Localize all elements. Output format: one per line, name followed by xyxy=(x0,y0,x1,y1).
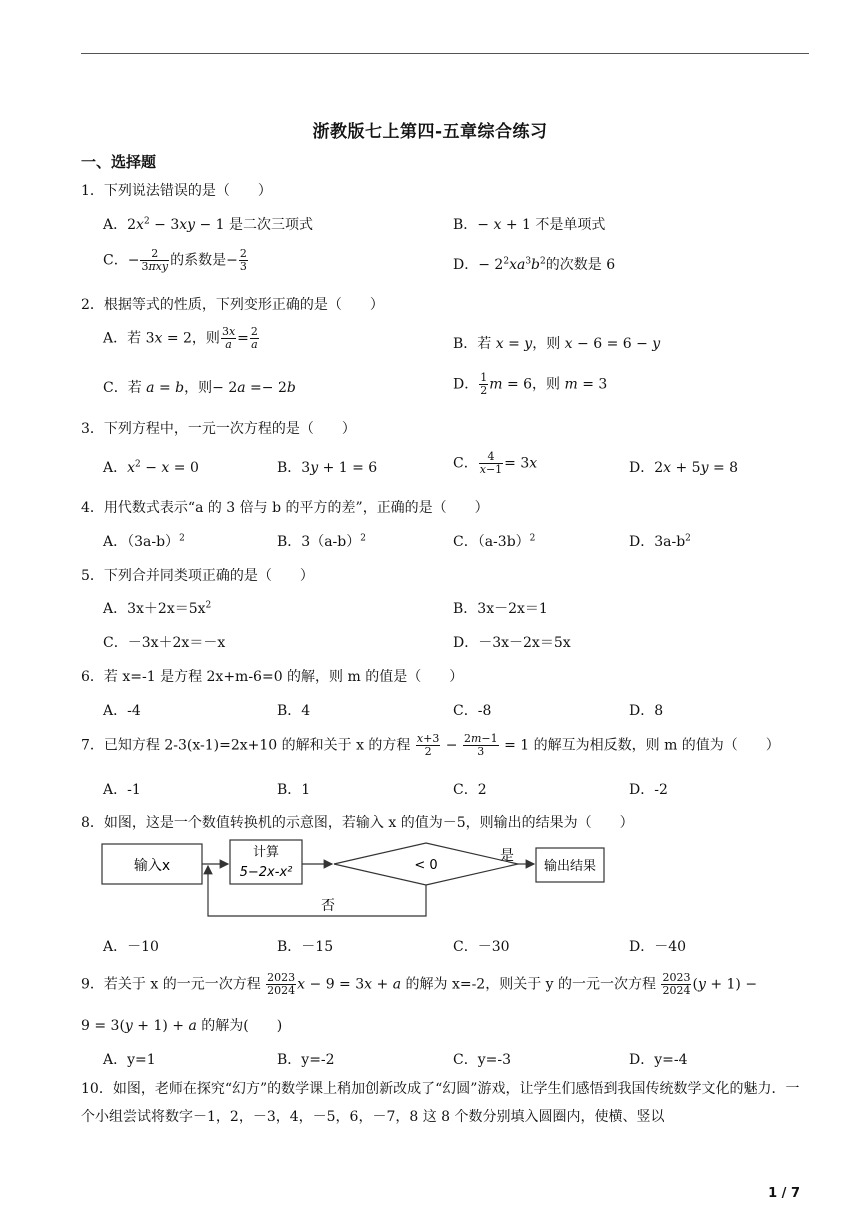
flow-input-label: 输入x xyxy=(133,858,171,874)
question-6-option-d: D．8 xyxy=(629,703,664,719)
question-6-option-c: C．-8 xyxy=(453,703,492,719)
flow-output-label: 输出结果 xyxy=(543,859,597,874)
question-8-option-a: A．－10 xyxy=(103,939,159,955)
question-8-option-b: B．－15 xyxy=(277,939,334,955)
header-rule xyxy=(81,53,809,54)
question-1-option-d: D．− $2^2xa^3b^2$的次数是 6 xyxy=(453,256,616,273)
question-3-stem: 3．下列方程中，一元一次方程的是（ ） xyxy=(81,421,356,437)
question-5-option-a: A．$3x+2x=5x^2$ xyxy=(103,600,212,617)
question-6-option-a: A．-4 xyxy=(103,703,141,719)
question-9-stem-line2: 9 = 3(y + 1) + a 的解为( ) xyxy=(81,1018,283,1034)
question-2-option-a: A．若 3x = 2，则 $\frac{3x}{a}$ = $\frac{2}{a}$ xyxy=(103,325,258,351)
question-5-option-d: D．－3x－2x＝5x xyxy=(453,635,571,651)
question-4-option-a: A．$(3a-b)^2$ xyxy=(103,533,185,550)
flow-condition-label: < 0 xyxy=(414,858,438,873)
question-6-stem: 6．若 x=-1 是方程 2x+m-6=0 的解，则 m 的值是（ ） xyxy=(81,669,464,685)
question-4-option-c: C．$(a-3b)^2$ xyxy=(453,533,536,550)
flow-no-label: 否 xyxy=(321,898,335,914)
question-3-option-b: B．3y + 1 = 6 xyxy=(277,460,378,476)
question-2-option-b: B．若 x = y，则 x − 6 = 6 − y xyxy=(453,336,661,352)
question-8-stem: 8．如图，这是一个数值转换机的示意图，若输入 x 的值为－5，则输出的结果为（ ） xyxy=(81,815,634,831)
page-title: 浙教版七上第四-五章综合练习 xyxy=(312,122,548,142)
flow-formula: 5−2x-x² xyxy=(239,865,293,880)
question-7-option-c: C．2 xyxy=(453,782,487,798)
question-9-stem: 9．若关于 x 的一元一次方程 $\frac{2023}{2024}$ x − 9 = 3x + a 的解为 x=-2，则关于 y 的一元一次方程 $\frac{2023}{2024}$ (y + 1) − xyxy=(81,971,758,997)
question-6-option-b: B．4 xyxy=(277,703,311,719)
question-1-option-a: A．$2x^2 - 3xy - 1$ 是二次三项式 xyxy=(103,216,314,233)
question-9-option-d: D．y=-4 xyxy=(629,1052,688,1068)
question-3-option-d: D．2x + 5y = 8 xyxy=(629,460,739,476)
question-2-option-d: D． $\frac{1}{2}$ m = 6，则 m = 3 xyxy=(453,371,608,397)
question-1-option-c: C．− $\frac{2}{\text{3πxy}}$ 的系数是− $\frac{2}{3}$ xyxy=(103,247,247,273)
question-2-option-c: C．若 a = b，则− 2a =− 2b xyxy=(103,380,296,396)
question-8-option-d: D．－40 xyxy=(629,939,687,955)
question-4-option-b: B．$3(a-b)^2$ xyxy=(277,533,366,550)
page-number: 1 / 7 xyxy=(768,1186,800,1201)
question-9-option-a: A．y=1 xyxy=(103,1052,156,1068)
question-4-stem: 4．用代数式表示“a 的 3 倍与 b 的平方的差”，正确的是（ ） xyxy=(81,500,489,516)
question-3-option-a: A．$x^2 - x = 0$ xyxy=(103,459,199,476)
question-9-option-b: B．y=-2 xyxy=(277,1052,335,1068)
question-8-option-c: C．－30 xyxy=(453,939,510,955)
question-3-option-c: C． $\frac{4}{x-1}$ = 3x xyxy=(453,450,538,476)
question-7-option-d: D．-2 xyxy=(629,782,668,798)
question-5-stem: 5．下列合并同类项正确的是（ ） xyxy=(81,568,314,584)
question-1-option-b: B．− x + 1 不是单项式 xyxy=(453,217,606,233)
section-heading: 一、选择题 xyxy=(81,153,157,171)
flow-compute-label: 计算 xyxy=(252,845,280,860)
question-1-stem: 1．下列说法错误的是（ ） xyxy=(81,183,272,199)
flowchart xyxy=(100,838,620,922)
question-2-stem: 2．根据等式的性质，下列变形正确的是（ ） xyxy=(81,297,384,313)
flow-yes-label: 是 xyxy=(500,848,514,864)
question-10-stem: 10．如图，老师在探究“幻方”的数学课上稍加创新改成了“幻圆”游戏，让学生们感悟到我国传统数学文化的魅力．一个小组尝试将数字－1，2，－3，4，－5，6，－7，8 这 8 个数分别填入圆圈内，使横、竖以 xyxy=(81,1081,800,1125)
question-7-option-b: B．1 xyxy=(277,782,311,798)
question-5-option-c: C．－3x＋2x＝－x xyxy=(103,635,226,651)
question-4-option-d: D．$3a-b^2$ xyxy=(629,533,691,550)
question-7-option-a: A．-1 xyxy=(103,782,141,798)
question-9-option-c: C．y=-3 xyxy=(453,1052,511,1068)
question-7-stem: 7．已知方程 2-3(x-1)=2x+10 的解和关于 x 的方程 $\frac{x+3}{2}$ − $\frac{2m-1}{3}$ = 1 的解互为相反数，则 m 的值为（ ） xyxy=(81,732,780,758)
question-5-option-b: B．3x－2x＝1 xyxy=(453,601,548,617)
